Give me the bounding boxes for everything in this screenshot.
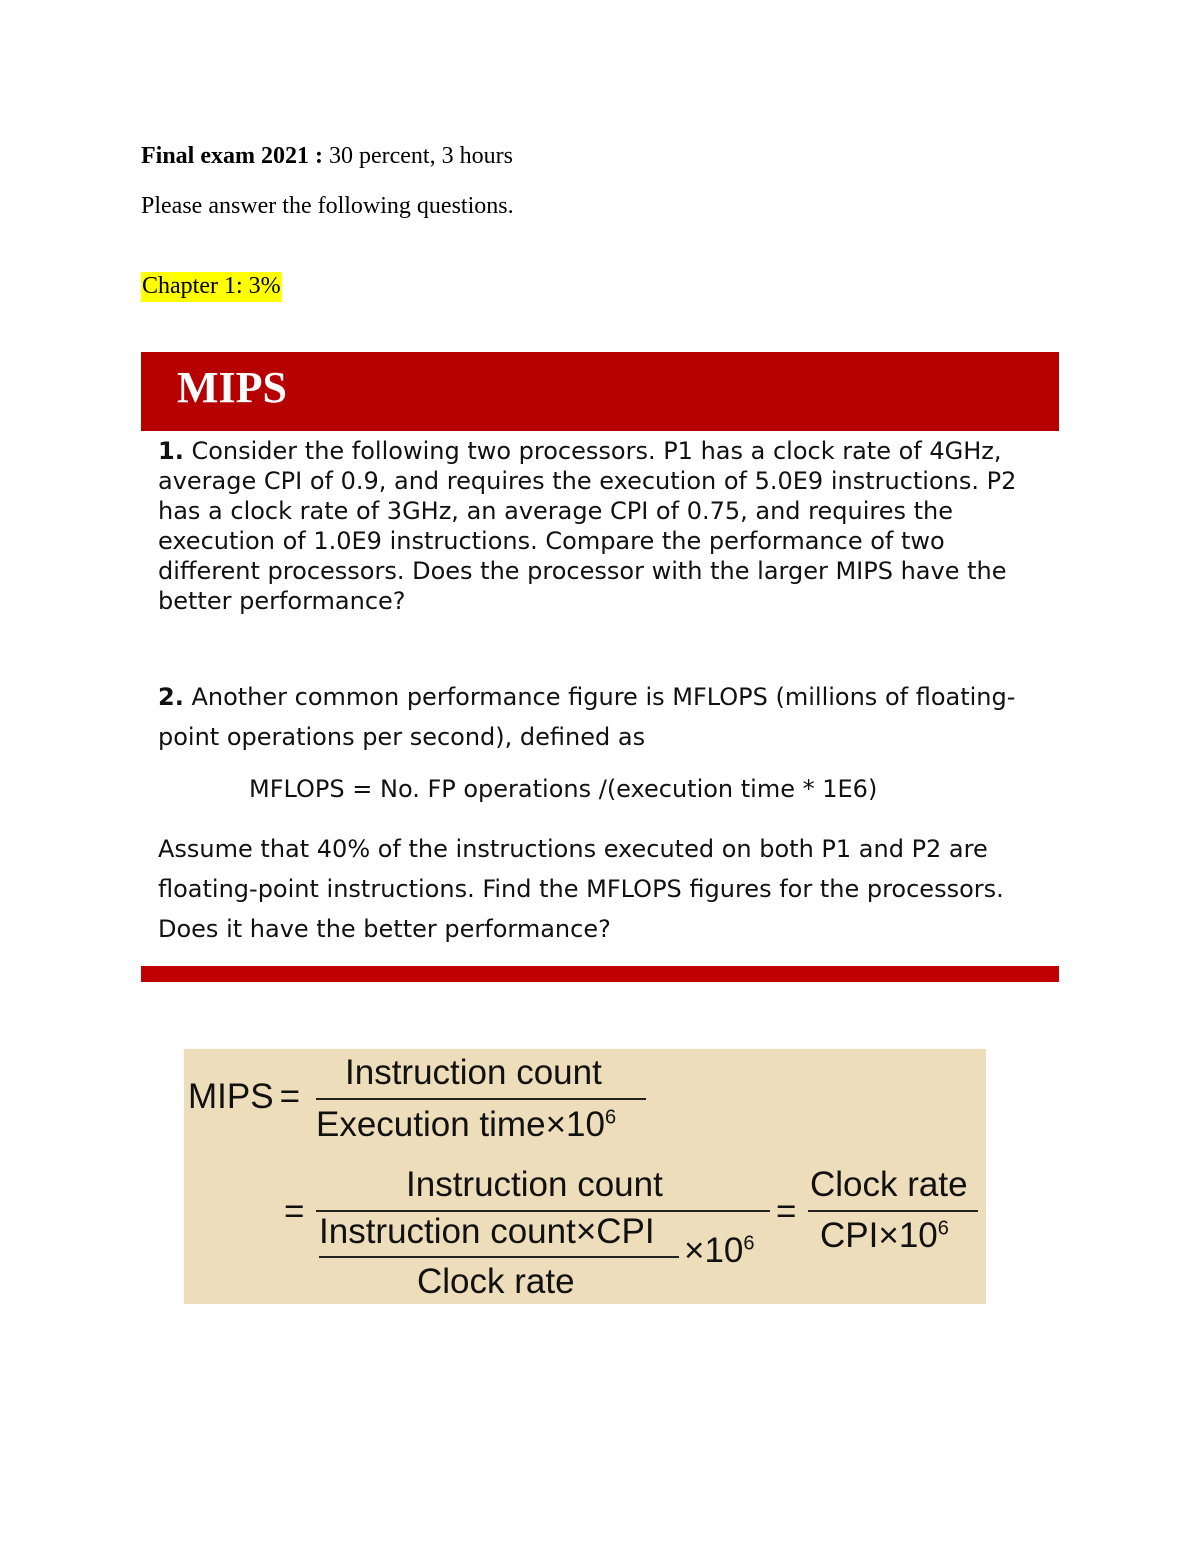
mips-formula-box: [184, 1049, 986, 1304]
question-2-text: Another common performance figure is MFLOPS (millions of floating-point operations per second), defined as: [158, 683, 1016, 751]
ten-2: 10: [704, 1231, 744, 1270]
fraction-line-3: [808, 1210, 978, 1212]
formula-lhs-text: MIPS: [188, 1077, 274, 1116]
question-2-continuation: Assume that 40% of the instructions executed on both P1 and P2 are floating-point instructions. Find the MFLOPS figures for the processors. Does it have the better performance?: [158, 835, 1004, 943]
ten-3: 10: [898, 1216, 938, 1255]
ten-1: 10: [566, 1105, 605, 1144]
times-1: ×: [545, 1105, 567, 1144]
formula-eq-2: =: [284, 1192, 305, 1231]
formula-numerator-3: Clock rate: [810, 1165, 968, 1204]
exam-title-bold: Final exam 2021 :: [141, 143, 323, 169]
formula-eq-3: =: [776, 1192, 797, 1231]
question-2-number: 2.: [158, 683, 184, 711]
exam-title: [141, 143, 513, 170]
times-2: ×: [575, 1212, 597, 1251]
mflops-formula: MFLOPS = No. FP operations /(execution time * 1E6): [249, 775, 878, 803]
formula-denominator-1: [316, 1105, 616, 1145]
slide-title: MIPS: [177, 363, 287, 412]
exp-2: 6: [743, 1232, 755, 1255]
times-4: ×: [878, 1216, 899, 1255]
exp-1: 6: [604, 1106, 617, 1129]
inner-numerator: [319, 1212, 655, 1252]
formula-lhs: [188, 1077, 300, 1117]
times-3: ×: [684, 1231, 705, 1270]
inner-denominator: Clock rate: [417, 1262, 575, 1301]
slide-bottom-bar: [141, 966, 1059, 982]
formula-numerator-1: Instruction count: [345, 1053, 602, 1092]
cpi-2: CPI: [820, 1216, 879, 1255]
question-1-number: 1.: [158, 437, 184, 465]
exam-title-rest: 30 percent, 3 hours: [322, 143, 513, 169]
exam-instructions: Please answer the following questions.: [141, 193, 514, 219]
exp-3: 6: [937, 1217, 949, 1240]
cpi-1: CPI: [596, 1212, 655, 1251]
question-1-text: Consider the following two processors. P1 has a clock rate of 4GHz, average CPI of 0.9, and requires the execution of 5.0E9 instructions. P2 has a clock rate of 3GHz, an average CPI of 0.75, and requires the execution of 1.0E9 instructions. Compare the performance of two different processors. Does the processor with the larger MIPS have the better performance?: [158, 437, 1017, 615]
question-1: [158, 436, 1038, 616]
chapter-heading: [141, 273, 282, 300]
times-ten-6: [684, 1231, 755, 1271]
slide-header-bar: [141, 352, 1059, 431]
fraction-line-inner: [319, 1256, 679, 1258]
question-2: [158, 677, 1038, 757]
inner-num-text: Instruction count: [319, 1212, 576, 1251]
chapter-highlight: Chapter 1: 3%: [141, 272, 282, 302]
formula-denominator-3: [820, 1216, 949, 1256]
fraction-line-1: [316, 1098, 646, 1100]
formula-eq-1: =: [279, 1077, 301, 1116]
formula-numerator-2: Instruction count: [406, 1165, 663, 1204]
den1-text: Execution time: [316, 1105, 546, 1144]
